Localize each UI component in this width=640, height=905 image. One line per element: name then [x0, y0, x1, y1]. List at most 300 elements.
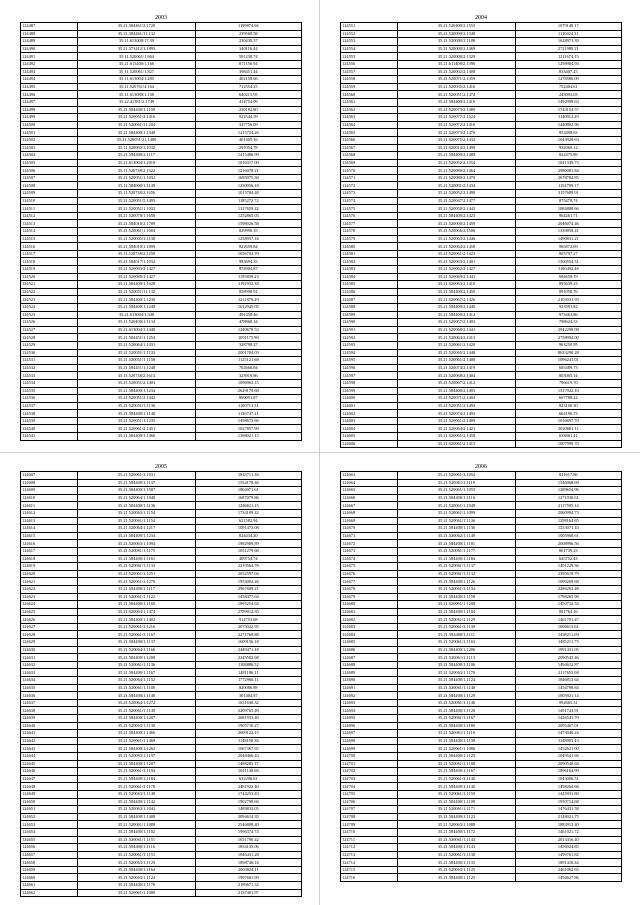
page-title: 2004	[475, 15, 487, 21]
reference-code-cell: 35.21.520061/1.1194	[78, 768, 195, 776]
table-row	[21, 745, 302, 753]
table-row	[21, 402, 302, 410]
amount-cell: 633861.41	[515, 433, 621, 441]
amount-cell: 861739.23	[515, 547, 621, 555]
table-row	[341, 364, 622, 372]
amount-cell: 1016697.70	[515, 417, 621, 425]
amount-cell: 1476431.58	[515, 806, 621, 814]
page-title: 2005	[155, 464, 167, 470]
amount-cell: 1898746.16	[195, 859, 301, 867]
reference-code-cell: 35.21.584400/1.1408	[78, 813, 195, 821]
reference-code-cell: 35.21.520035/2.1416	[398, 83, 515, 91]
record-id-cell: 124609	[21, 487, 78, 495]
record-id-cell: 124694	[341, 707, 398, 715]
record-id-cell: 124618	[21, 555, 78, 563]
table-row	[21, 364, 302, 372]
amount-cell: 2008996.56	[515, 540, 621, 548]
record-id-cell: 124651	[21, 806, 78, 814]
reference-code-cell: 35.21.520062/2.1427	[398, 266, 515, 274]
reference-code-cell: 35.21.584400/1.1206	[398, 646, 515, 654]
amount-cell: 1628971.39	[515, 38, 621, 46]
amount-cell: 1091473.08	[195, 525, 301, 533]
amount-cell: 323919.86	[195, 372, 301, 380]
table-row	[21, 563, 302, 571]
amount-cell: 1215754.26	[195, 129, 301, 137]
record-id-cell: 124664	[341, 479, 398, 487]
record-id-cell: 124713	[341, 851, 398, 859]
table-row	[341, 174, 622, 182]
table-row	[21, 699, 302, 707]
record-id-cell: 124620	[21, 570, 78, 578]
table-row	[21, 684, 302, 692]
table-row	[21, 121, 302, 129]
amount-cell: 964261.71	[515, 212, 621, 220]
table-row	[341, 258, 622, 266]
reference-code-cell: 35.11.520761/4.164	[78, 83, 195, 91]
record-id-cell: 124647	[21, 775, 78, 783]
reference-code-cell: 35.21.584400/1.1172	[398, 828, 515, 836]
record-id-cell: 124687	[341, 654, 398, 662]
record-id-cell: 124518	[21, 258, 78, 266]
record-id-cell: 124701	[341, 760, 398, 768]
amount-cell: 1006613.61	[515, 623, 621, 631]
reference-code-cell: 35.21.520051/1.1032	[78, 205, 195, 213]
reference-code-cell: 35.21.520061/2.1409	[398, 417, 515, 425]
table-row	[21, 38, 302, 46]
table-row	[21, 608, 302, 616]
reference-code-cell: 35.21.520062/1.1149	[398, 532, 515, 540]
reference-code-cell: 35.21.520064/1.1474	[78, 608, 195, 616]
reference-code-cell: 35.21.520064/1.1048	[78, 494, 195, 502]
reference-code-cell: 35.21.573412/1.1895	[78, 45, 195, 53]
amount-cell: 891058.76	[515, 288, 621, 296]
record-id-cell: 124570	[341, 167, 398, 175]
reference-code-cell: 35.21.520064/1.1166	[78, 646, 195, 654]
record-id-cell: 124614	[21, 525, 78, 533]
record-id-cell: 124619	[21, 563, 78, 571]
record-id-cell: 124612	[21, 509, 78, 517]
record-id-cell: 124528	[21, 334, 78, 342]
table-row	[21, 487, 302, 495]
reference-code-cell: 35.21.584400/1.1125	[398, 874, 515, 882]
record-id-cell: 124657	[21, 851, 78, 859]
amount-cell: 2090548.64	[515, 760, 621, 768]
amount-cell: 712554.25	[195, 83, 301, 91]
reference-code-cell: 35.21.584400/1.1160	[78, 601, 195, 609]
amount-cell: 2103031.93	[515, 296, 621, 304]
amount-cell: 829990.35	[195, 228, 301, 236]
record-id-cell: 124538	[21, 410, 78, 418]
record-id-cell: 124640	[21, 722, 78, 730]
table-row	[21, 502, 302, 510]
reference-code-cell: 35.21.520063/2.1446	[398, 235, 515, 243]
reference-code-cell: 35.21.584400/1.1106	[398, 661, 515, 669]
record-id-cell: 124578	[341, 228, 398, 236]
record-id-cell: 124504	[21, 152, 78, 160]
record-id-cell: 124705	[341, 790, 398, 798]
reference-code-cell: 35.21.520061/2.1400	[398, 357, 515, 365]
table-row	[341, 273, 622, 281]
table-row	[21, 334, 302, 342]
table-row	[21, 836, 302, 844]
table-row	[21, 387, 302, 395]
amount-cell: 2001784.03	[195, 349, 301, 357]
reference-code-cell: 35.21.584400/1.1628	[78, 281, 195, 289]
table-row	[341, 601, 622, 609]
reference-code-cell: 35.21.584400/1.1140	[398, 783, 515, 791]
table-row	[21, 828, 302, 836]
record-id-cell: 124569	[341, 159, 398, 167]
table-row	[341, 98, 622, 106]
record-id-cell: 124688	[341, 661, 398, 669]
reference-code-cell: 35.21.520067/2.1412	[398, 379, 515, 387]
reference-code-cell: 35.21.584400/1.1181	[398, 540, 515, 548]
table-row	[341, 646, 622, 654]
table-row	[21, 152, 302, 160]
reference-code-cell: 35.21.520051/1.1136	[78, 402, 195, 410]
record-id-cell: 124604	[341, 425, 398, 433]
amount-cell: 752404.61	[515, 83, 621, 91]
table-row	[341, 783, 622, 791]
table-row	[341, 311, 622, 319]
reference-code-cell: 35.21.520061/1.1208	[398, 601, 515, 609]
reference-code-cell: 35.22.41381/2.1749	[78, 98, 195, 106]
amount-cell: 1091175.80	[195, 334, 301, 342]
table-row	[341, 288, 622, 296]
data-table	[340, 22, 622, 448]
record-id-cell: 124574	[341, 197, 398, 205]
table-row	[341, 502, 622, 510]
table-row	[341, 593, 622, 601]
reference-code-cell: 35.21.584400/1.1402	[78, 616, 195, 624]
amount-cell: 2148021.75	[515, 813, 621, 821]
record-id-cell: 124527	[21, 326, 78, 334]
table-row	[341, 243, 622, 251]
table-row	[21, 737, 302, 745]
amount-cell: 1651790.42	[195, 836, 301, 844]
reference-code-cell: 35.21.520063/1.1154	[78, 509, 195, 517]
table-row	[21, 68, 302, 76]
table-row	[341, 874, 622, 882]
record-id-cell: 124650	[21, 798, 78, 806]
reference-code-cell: 35.21.520063/1.1124	[78, 874, 195, 882]
table-row	[21, 692, 302, 700]
record-id-cell: 124551	[341, 23, 398, 31]
reference-code-cell: 35.21.520080/2.1464	[398, 167, 515, 175]
amount-cell: 2020681.11	[515, 425, 621, 433]
reference-code-cell: 35.21.520400/2.1553	[398, 23, 515, 31]
table-row	[21, 623, 302, 631]
table-row	[21, 288, 302, 296]
reference-code-cell: 35.21.520074/2.1493	[398, 410, 515, 418]
table-row	[21, 296, 302, 304]
record-id-cell: 124678	[341, 585, 398, 593]
table-row	[341, 540, 622, 548]
amount-cell: 1027857.99	[195, 425, 301, 433]
amount-cell: 1005921.14	[515, 692, 621, 700]
table-row	[21, 821, 302, 829]
reference-code-cell: 35.21.520064/2.1413	[398, 334, 515, 342]
amount-cell: 853498.63	[515, 129, 621, 137]
reference-code-cell: 35.21.520051/5.1495	[78, 197, 195, 205]
amount-cell: 1905710.27	[195, 722, 301, 730]
record-id-cell: 124519	[21, 266, 78, 274]
reference-code-cell: 35.21.520073/2.1470	[398, 129, 515, 137]
record-id-cell: 124666	[341, 494, 398, 502]
table-row	[21, 509, 302, 517]
table-row	[21, 540, 302, 548]
table-row	[341, 722, 622, 730]
reference-code-cell: 35.21.584400/1.1128	[398, 707, 515, 715]
amount-cell: 874904.87	[195, 266, 301, 274]
amount-cell: 640215.95	[195, 91, 301, 99]
amount-cell: 1494612.87	[515, 661, 621, 669]
table-row	[21, 578, 302, 586]
amount-cell: 1195839.23	[195, 273, 301, 281]
record-id-cell: 124689	[341, 669, 398, 677]
record-id-cell: 124526	[21, 319, 78, 327]
table-row	[341, 578, 622, 586]
amount-cell: 1491743.91	[515, 707, 621, 715]
amount-cell: 2003824.11	[195, 866, 301, 874]
record-id-cell: 124634	[21, 677, 78, 685]
table-row	[341, 692, 622, 700]
table-row	[341, 570, 622, 578]
table-row	[341, 661, 622, 669]
record-id-cell: 124594	[341, 349, 398, 357]
amount-cell: 1211674.15	[515, 53, 621, 61]
amount-cell: 2461062.65	[515, 866, 621, 874]
amount-cell: 2245502.68	[195, 654, 301, 662]
record-id-cell: 124487	[21, 23, 78, 31]
reference-code-cell: 35.21.584400/1.1126	[398, 578, 515, 586]
amount-cell: 1846813.64	[515, 677, 621, 685]
table-row	[341, 136, 622, 144]
amount-cell: 1485211.75	[515, 639, 621, 647]
record-id-cell: 124669	[341, 517, 398, 525]
amount-cell: 822475.89	[515, 152, 621, 160]
record-id-cell: 124541	[21, 433, 78, 441]
reference-code-cell: 35.21.613004/1.2018	[78, 159, 195, 167]
table-row	[21, 45, 302, 53]
record-id-cell: 124628	[21, 631, 78, 639]
record-id-cell: 124509	[21, 190, 78, 198]
amount-cell: 895639.23	[515, 281, 621, 289]
table-row	[341, 341, 622, 349]
reference-code-cell: 35.21.520080/1.1427	[78, 273, 195, 281]
reference-code-cell: 35.11.520738/2.1456	[78, 190, 195, 198]
amount-cell: 2052597.04	[195, 570, 301, 578]
amount-cell: 2271768.88	[195, 631, 301, 639]
record-id-cell: 124582	[341, 258, 398, 266]
reference-code-cell: 35.21.584400/2.1117	[78, 152, 195, 160]
amount-cell: 1454798.84	[515, 684, 621, 692]
table-row	[21, 593, 302, 601]
reference-code-cell: 35.11.520738/2.1258	[78, 250, 195, 258]
table-row	[21, 677, 302, 685]
data-table	[340, 471, 622, 882]
amount-cell: 239568.58	[195, 30, 301, 38]
table-row	[21, 417, 302, 425]
amount-cell: 1084888.66	[515, 205, 621, 213]
reference-code-cell: 35.21.520063/1.1094	[78, 540, 195, 548]
reference-code-cell: 35.21.520061/11.204	[78, 121, 195, 129]
table-row	[341, 677, 622, 685]
amount-cell: 591238.74	[195, 53, 301, 61]
record-id-cell: 124598	[341, 379, 398, 387]
amount-cell: 869051.87	[195, 395, 301, 403]
record-id-cell: 124659	[21, 866, 78, 874]
record-id-cell: 124579	[341, 235, 398, 243]
reference-code-cell: 35.21.520063/1.1125	[398, 866, 515, 874]
amount-cell: 1491229.36	[515, 563, 621, 571]
amount-cell: 2075022.95	[195, 623, 301, 631]
table-row	[21, 760, 302, 768]
record-id-cell: 124695	[341, 715, 398, 723]
record-id-cell: 124507	[21, 174, 78, 182]
table-row	[341, 212, 622, 220]
table-row	[21, 654, 302, 662]
table-row	[21, 555, 302, 563]
table-row	[341, 631, 622, 639]
record-id-cell: 124495	[21, 83, 78, 91]
record-id-cell: 124567	[341, 144, 398, 152]
amount-cell: 1041148.66	[195, 768, 301, 776]
reference-code-cell: 35.21.520061/1.1177	[398, 547, 515, 555]
table-row	[341, 525, 622, 533]
amount-cell: 1744253.43	[195, 790, 301, 798]
record-id-cell: 124499	[21, 114, 78, 122]
reference-code-cell: 35.21.520061/1.1137	[398, 563, 515, 571]
reference-code-cell: 35.21.520061/1.1163	[398, 639, 515, 647]
amount-cell: 1734109.42	[195, 509, 301, 517]
reference-code-cell: 35.21.584400/1.1207	[78, 760, 195, 768]
amount-cell: 478868.34	[195, 319, 301, 327]
record-id-cell: 124565	[341, 129, 398, 137]
table-row	[341, 38, 622, 46]
reference-code-cell: 35.21.584017/1.1032	[78, 258, 195, 266]
amount-cell: 965872.09	[515, 243, 621, 251]
amount-cell: 881764.16	[515, 608, 621, 616]
record-id-cell: 124531	[21, 357, 78, 365]
record-id-cell: 124621	[21, 578, 78, 586]
reference-code-cell: 35.21.584400/1.1136	[398, 525, 515, 533]
table-row	[341, 745, 622, 753]
record-id-cell: 124631	[21, 654, 78, 662]
amount-cell: 301404.87	[195, 692, 301, 700]
table-row	[21, 379, 302, 387]
record-id-cell: 124516	[21, 243, 78, 251]
amount-cell: 820086.88	[195, 684, 301, 692]
amount-cell: 491458.46	[195, 311, 301, 319]
table-row	[341, 334, 622, 342]
amount-cell: 2967609.21	[195, 585, 301, 593]
reference-code-cell: 35.21.584400/1.1161	[78, 555, 195, 563]
amount-cell: 1492998.63	[515, 98, 621, 106]
table-row	[341, 790, 622, 798]
record-id-cell: 124501	[21, 129, 78, 137]
amount-cell: 983694.35	[195, 258, 301, 266]
reference-code-cell: 35.21.520063/1.1130	[78, 722, 195, 730]
table-row	[341, 699, 622, 707]
reference-code-cell: 35.21.520061/1.1251	[78, 570, 195, 578]
record-id-cell: 124684	[341, 631, 398, 639]
amount-cell: 328798.27	[195, 341, 301, 349]
reference-code-cell: 35.21.520078/1.1658	[78, 212, 195, 220]
amount-cell: 1216078.21	[195, 167, 301, 175]
amount-cell: 1798265.98	[515, 593, 621, 601]
amount-cell: 1099209.68	[515, 578, 621, 586]
table-row	[341, 844, 622, 852]
record-id-cell: 124596	[341, 364, 398, 372]
table-row	[341, 53, 622, 61]
record-id-cell: 124585	[341, 281, 398, 289]
record-id-cell: 124693	[341, 699, 398, 707]
record-id-cell: 124581	[341, 250, 398, 258]
table-row	[21, 266, 302, 274]
table-row	[21, 806, 302, 814]
record-id-cell: 124590	[341, 319, 398, 327]
record-id-cell: 124530	[21, 349, 78, 357]
reference-code-cell: 35.21.520090/2.1348	[398, 30, 515, 38]
reference-code-cell: 35.21.520061/1.1188	[398, 760, 515, 768]
reference-code-cell: 35.21.520073/2.1489	[398, 106, 515, 114]
record-id-cell: 124648	[21, 783, 78, 791]
table-row	[21, 212, 302, 220]
reference-code-cell: 35.21.520061/1.1143	[398, 836, 515, 844]
amount-cell: 297054.78	[195, 144, 301, 152]
amount-cell: 1846431.28	[195, 851, 301, 859]
table-row	[341, 395, 622, 403]
record-id-cell: 124500	[21, 121, 78, 129]
reference-code-cell: 35.21.520061/1.1216	[78, 623, 195, 631]
table-row	[21, 182, 302, 190]
table-row	[341, 859, 622, 867]
amount-cell: 2286263.48	[515, 585, 621, 593]
amount-cell: 963250.95	[515, 341, 621, 349]
table-row	[21, 410, 302, 418]
amount-cell: 1298164.65	[515, 517, 621, 525]
table-row	[341, 813, 622, 821]
amount-cell: 1498264.68	[515, 783, 621, 791]
amount-cell: 1458477.64	[195, 593, 301, 601]
table-row	[341, 509, 622, 517]
record-id-cell: 124674	[341, 555, 398, 563]
record-id-cell: 124707	[341, 806, 398, 814]
record-id-cell: 124537	[21, 402, 78, 410]
table-row	[341, 235, 622, 243]
reference-code-cell: 35.21.584010/1.1899	[78, 243, 195, 251]
amount-cell: 1317659.42	[195, 205, 301, 213]
amount-cell: 2090543.46	[515, 654, 621, 662]
reference-code-cell: 35.21.584400/1.1158	[398, 593, 515, 601]
reference-code-cell: 35.21.520061/2.1415	[398, 440, 515, 448]
table-row	[21, 601, 302, 609]
amount-cell: 1289654.96	[515, 487, 621, 495]
table-row	[341, 121, 622, 129]
reference-code-cell: 35.21.520051/21.1480	[78, 136, 195, 144]
reference-code-cell: 35.21.520061/1.1151	[78, 836, 195, 844]
amount-cell: 2721989.21	[515, 45, 621, 53]
amount-cell: 2758994.00	[515, 334, 621, 342]
table-row	[341, 730, 622, 738]
amount-cell: 2481922.40	[195, 783, 301, 791]
amount-cell: 685489.73	[515, 364, 621, 372]
reference-code-cell: 35.21.520080/2.1470	[398, 174, 515, 182]
record-id-cell: 124680	[341, 601, 398, 609]
amount-cell: 1473046.24	[515, 730, 621, 738]
record-id-cell: 124521	[21, 281, 78, 289]
